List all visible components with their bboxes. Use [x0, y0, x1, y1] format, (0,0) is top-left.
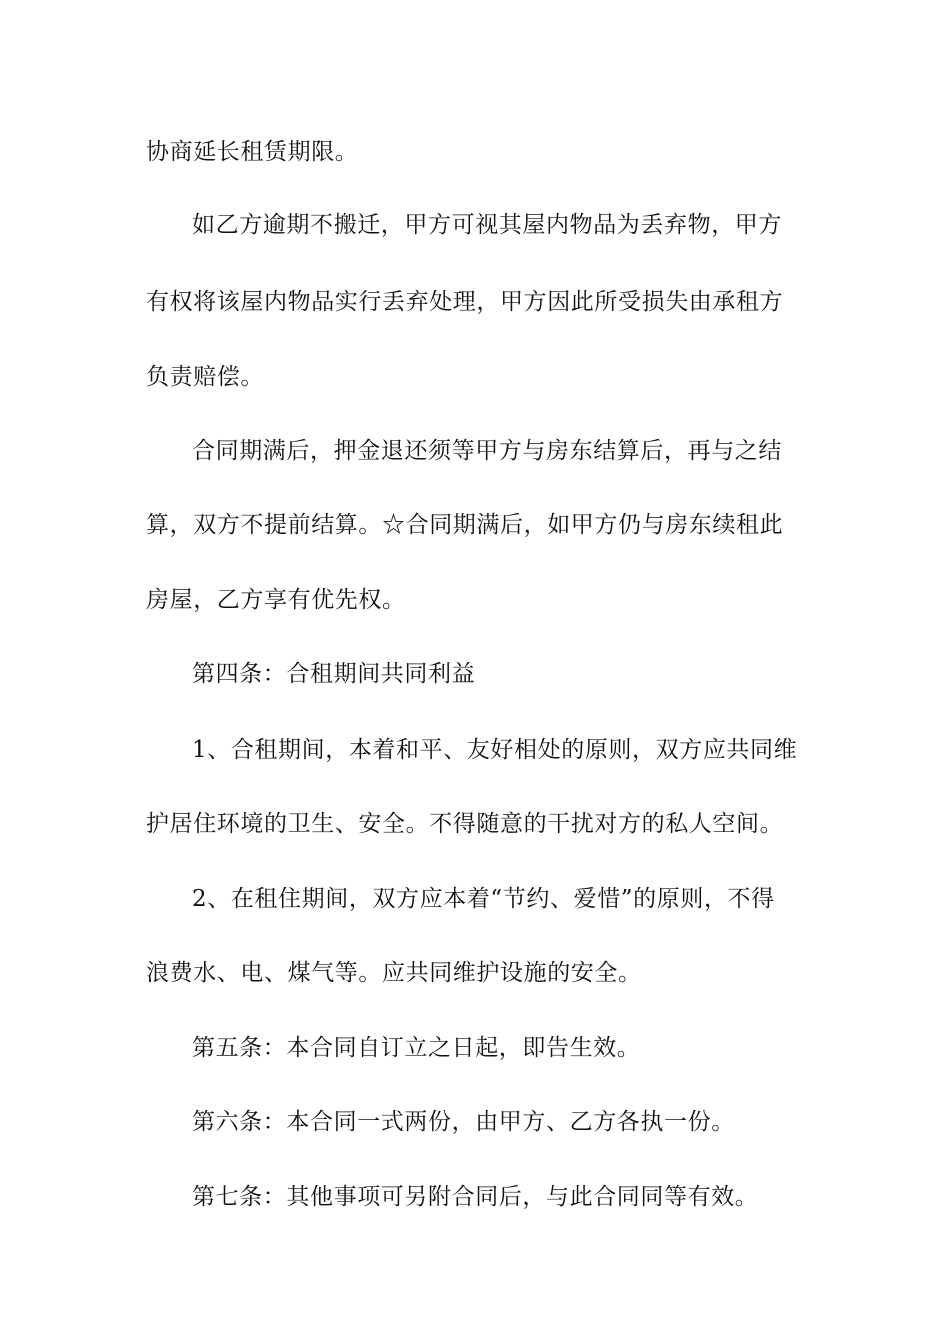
text-line-4: 负责赔偿。 — [146, 364, 264, 390]
text-line-12: 浪费水、电、煤气等。应共同维护设施的安全。 — [146, 960, 642, 986]
section-heading-4: 第四条：合租期间共同利益 — [192, 661, 476, 687]
text-line-10: 护居住环境的卫生、安全。不得随意的干扰对方的私人空间。 — [146, 811, 784, 837]
text-line-2: 如乙方逾期不搬迁，甲方可视其屋内物品为丢弃物，甲方 — [192, 212, 782, 238]
text-line-3: 有权将该屋内物品实行丢弃处理，甲方因此所受损失由承租方 — [146, 289, 784, 315]
text-line-1: 协商延长租赁期限。 — [146, 139, 359, 165]
text-line-9: 1、合租期间，本着和平、友好相处的原则，双方应共同维 — [192, 737, 798, 763]
text-line-11: 2、在租住期间，双方应本着“节约、爱惜”的原则，不得 — [192, 886, 775, 912]
section-heading-5: 第五条：本合同自订立之日起，即告生效。 — [192, 1035, 641, 1061]
text-line-5: 合同期满后，押金退还须等甲方与房东结算后，再与之结 — [192, 438, 782, 464]
text-line-7: 房屋，乙方享有优先权。 — [146, 587, 406, 613]
section-heading-7: 第七条：其他事项可另附合同后，与此合同同等有效。 — [192, 1184, 759, 1210]
text-line-6: 算，双方不提前结算。☆合同期满后，如甲方仍与房东续租此 — [146, 512, 784, 538]
section-heading-6: 第六条：本合同一式两份，由甲方、乙方各执一份。 — [192, 1109, 735, 1135]
